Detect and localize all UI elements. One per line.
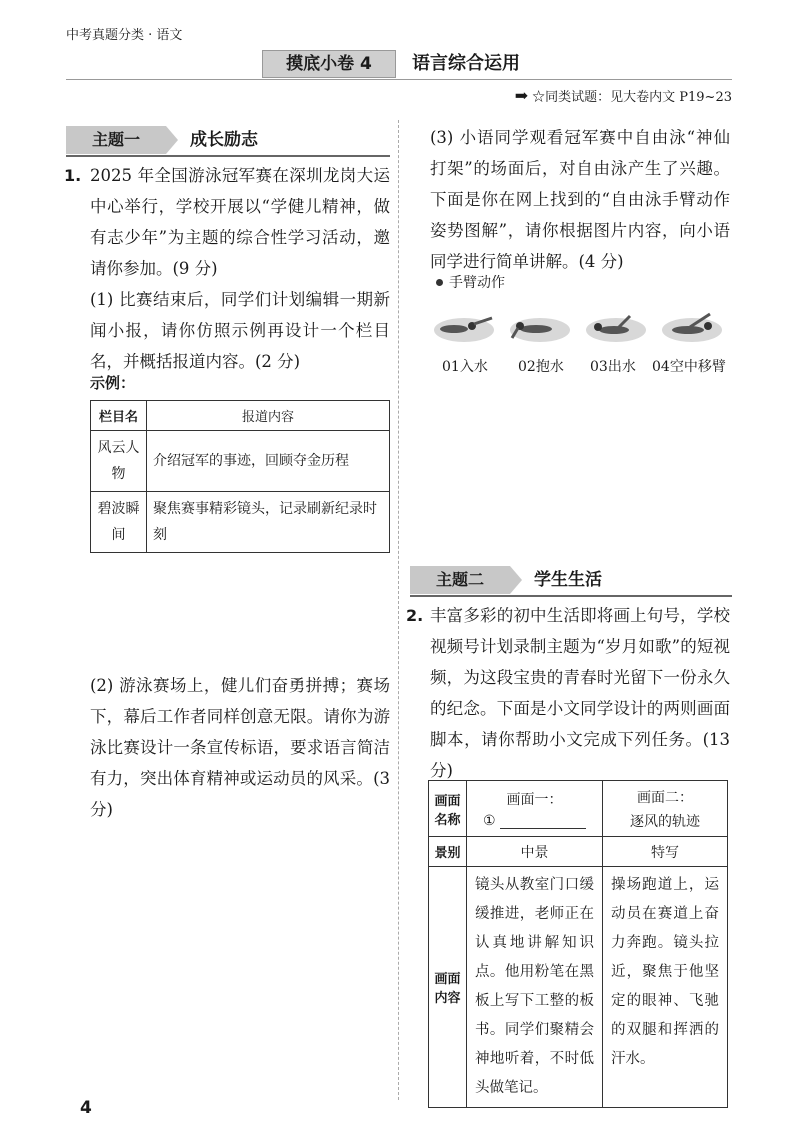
same-kind-reference	[515, 86, 732, 105]
table-row	[429, 867, 728, 1108]
column-divider	[398, 120, 399, 1100]
question-1-part-2: (2) 游泳赛场上，健儿们奋勇拼搏；赛场下，幕后工作者同样创意无限。请你为游泳比赛设计一条宣传标语，要求语言简洁有力，突出体育精神或运动员的风采。(3 分)	[90, 676, 390, 819]
arm-step-3: 03出水	[590, 359, 636, 375]
screen-1-scene: 中景	[467, 837, 603, 867]
table-header-row	[91, 401, 390, 431]
question-2-number: 2.	[406, 606, 424, 625]
arrow-right-icon: ➡	[514, 86, 529, 105]
arm-step-1: 01入水	[442, 359, 488, 375]
screen-1-answer	[467, 813, 602, 829]
blank-marker: ①	[482, 812, 496, 829]
table-header-report-content: 报道内容	[147, 401, 390, 431]
table-cell-report-content: 聚焦赛事精彩镜头，记录刷新纪录时刻	[147, 492, 390, 553]
screen-2-content: 操场跑道上，运动员在赛道上奋力奔跑。镜头拉近，聚焦于他坚定的眼神、飞驰的双腿和挥洒的汗水。	[603, 867, 728, 1108]
screen-2-title: 画面二：	[637, 789, 693, 806]
question-1-part-3: (3) 小语同学观看冠军赛中自由泳“神仙打架”的场面后，对自由泳产生了兴趣。下面是你在网上找到的“自由泳手臂动作姿势图解”，请你根据图片内容，向小语同学进行简单讲解。(4 分)	[430, 128, 730, 271]
row-label-scene: 景别	[429, 837, 467, 867]
answer-blank-line	[500, 815, 586, 829]
theme-two-tag: 主题二	[410, 566, 510, 594]
example-table	[90, 400, 390, 553]
swimmer-recovery-image	[660, 312, 724, 344]
screen-1-content: 镜头从教室门口缓缓推进，老师正在认真地讲解知识点。他用粉笔在黑板上写下工整的板书。同学们聚精会神地听着，不时低头做笔记。	[467, 867, 603, 1108]
arm-step-4: 04空中移臂	[652, 359, 726, 375]
table-cell-column-name: 风云人物	[91, 431, 147, 492]
series-label: 中考真题分类 · 语文	[66, 28, 183, 43]
table-header-column-name: 栏目名	[91, 401, 147, 431]
table-cell-column-name: 碧波瞬间	[91, 492, 147, 553]
table-row	[429, 781, 728, 837]
question-2-stem: 丰富多彩的初中生活即将画上句号，学校视频号计划录制主题为“岁月如歌”的短视频，为这段宝贵的青春时光留下一份永久的纪念。下面是小文同学设计的两则画面脚本，请你帮助小文完成下列任务。(13 分)	[430, 606, 730, 780]
question-1-part-1: (1) 比赛结束后，同学们计划编辑一期新闻小报，请你仿照示例再设计一个栏目名，并概括报道内容。(2 分)	[90, 290, 390, 371]
table-row	[429, 837, 728, 867]
question-1-stem: 2025 年全国游泳冠军赛在深圳龙岗大运中心举行，学校开展以“学健儿精神，做有志少年”为主题的综合性学习活动，邀请你参加。(9 分)	[90, 166, 390, 278]
theme-two-name: 学生生活	[534, 570, 602, 590]
bullet-icon	[436, 279, 443, 286]
theme-one-name: 成长励志	[190, 130, 258, 150]
theme-two-bar	[410, 566, 732, 596]
row-label-content: 画面内容	[429, 867, 467, 1108]
screen-2-name-cell	[603, 781, 728, 837]
theme-two-rule	[410, 595, 732, 597]
row-label-screen-name: 画面名称	[429, 781, 467, 837]
theme-one-rule	[66, 155, 390, 157]
script-table	[428, 780, 728, 1108]
arm-step-2: 02抱水	[518, 359, 564, 375]
theme-one-tag: 主题一	[66, 126, 166, 154]
screen-1-title: 画面一：	[506, 791, 563, 808]
swimmer-entry-image	[432, 312, 496, 344]
swimmer-exit-image	[584, 312, 648, 344]
table-row	[91, 492, 390, 553]
example-label: 示例：	[90, 374, 136, 392]
theme-one-bar	[66, 126, 390, 156]
question-1-number: 1.	[64, 166, 82, 185]
table-row	[91, 431, 390, 492]
screen-1-name-cell	[467, 781, 603, 837]
table-cell-report-content: 介绍冠军的事迹，回顾夺金历程	[147, 431, 390, 492]
swimmer-catch-image	[508, 312, 572, 344]
page-number: 4	[80, 1098, 92, 1118]
title-rule	[66, 79, 732, 80]
same-kind-text: ☆同类试题：见大卷内文 P19~23	[532, 90, 732, 105]
arm-motion-text: 手臂动作	[449, 275, 505, 291]
arm-motion-label	[436, 272, 505, 292]
paper-tag: 摸底小卷 4	[262, 50, 396, 78]
paper-title: 语言综合运用	[412, 53, 520, 74]
screen-2-name: 逐风的轨迹	[630, 813, 700, 830]
screen-2-scene: 特写	[603, 837, 728, 867]
